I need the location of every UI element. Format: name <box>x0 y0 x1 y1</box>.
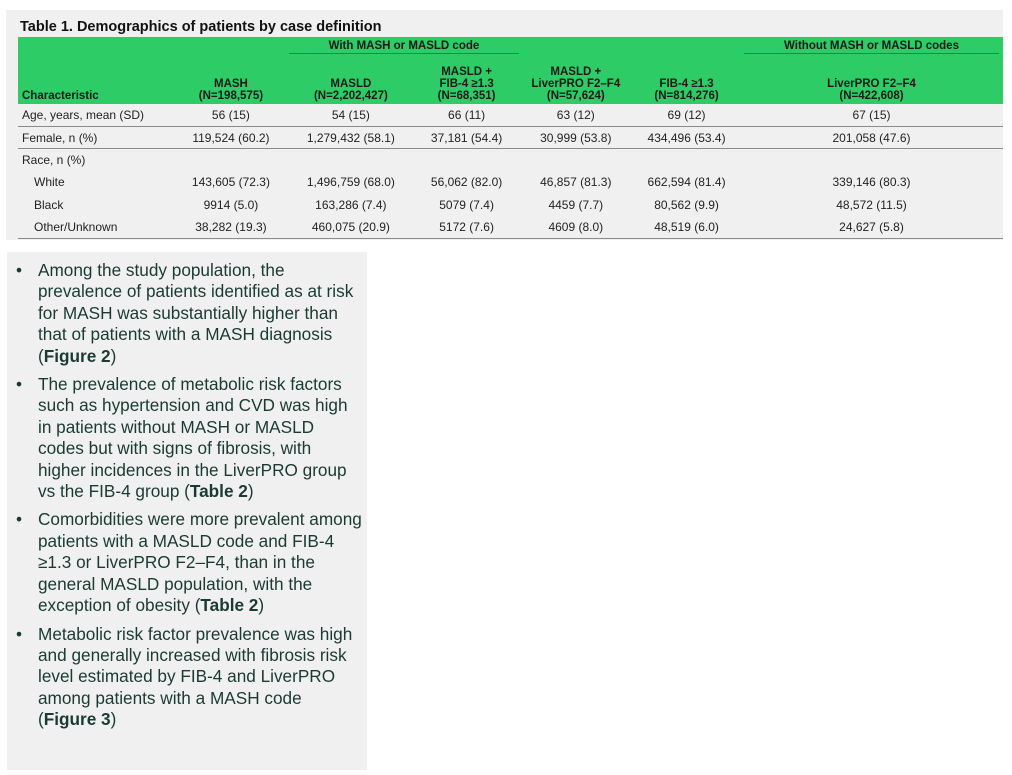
table-cell: 56 (15) <box>175 104 287 126</box>
table-panel <box>6 10 1003 240</box>
list-item: • Comorbidities were more prevalent among patients with a MASLD code and FIB-4 ≥1.3 or LiverPRO F2–F4, than in the general MASLD population, with the exception of obesity (Table 2) <box>16 509 362 616</box>
table-cell: 38,282 (19.3) <box>175 216 287 238</box>
table-cell: 46,857 (81.3) <box>540 175 612 190</box>
column-header-characteristic: Characteristic <box>18 56 175 104</box>
column-header-liverpro: LiverPRO F2–F4 (N=422,608) <box>740 56 1003 104</box>
row-label: Age, years, mean (SD) <box>18 104 175 126</box>
table-cell: 48,572 (11.5) <box>836 197 907 212</box>
table-cell: 1,279,432 (58.1) <box>287 126 415 148</box>
group-header-without-codes: Without MASH or MASLD codes <box>740 37 1003 56</box>
findings-list <box>7 252 367 731</box>
table-cell: 434,496 (53.4) <box>633 126 740 148</box>
group-header-with-codes: With MASH or MASLD code <box>175 37 633 56</box>
table-cell: 48,519 (6.0) <box>633 216 740 238</box>
table-cell: 69 (12) <box>633 104 740 126</box>
table-cell: 4609 (8.0) <box>519 216 634 238</box>
table-title: Table 1. Demographics of patients by case definition <box>20 19 382 35</box>
table-reference: Table 2 <box>189 481 248 502</box>
figure-reference: Figure 3 <box>43 709 111 730</box>
row-label: Other/Unknown <box>18 216 175 238</box>
column-header-mash: MASH (N=198,575) <box>175 56 287 104</box>
table-cell: 24,627 (5.8) <box>740 216 1003 238</box>
bullet-icon: • <box>16 260 23 280</box>
list-item: • Metabolic risk factor prevalence was high and generally increased with fibrosis risk level estimated by FIB-4 and LiverPRO among patients with a MASH code (Figure 3) <box>16 623 353 730</box>
table-cell: 30,999 (53.8) <box>519 126 634 148</box>
figure-reference: Figure 2 <box>43 345 111 366</box>
table-row <box>18 104 1003 126</box>
table-cell: 9914 (5.0) <box>203 197 259 212</box>
column-header-masld: MASLD (N=2,202,427) <box>287 56 415 104</box>
table-cell: 4459 (7.7) <box>548 197 604 212</box>
table-cell: 339,146 (80.3) <box>832 175 911 190</box>
bullet-icon: • <box>16 509 23 530</box>
table-cell: 80,562 (9.9) <box>654 197 719 212</box>
table-cell <box>740 149 1003 171</box>
row-label: Female, n (%) <box>18 126 175 148</box>
list-item: • Among the study population, the prevalence of patients identified as at risk for MASH was substantially higher than that of patients with a MASH diagnosis (Figure 2) <box>16 260 354 366</box>
table-cell: 66 (11) <box>415 104 519 126</box>
table-cell <box>287 149 415 171</box>
table-row <box>18 194 1003 216</box>
table-row <box>18 216 1003 238</box>
table-row <box>18 171 1003 193</box>
findings-panel <box>7 252 367 770</box>
group-header-gap <box>633 37 740 56</box>
table-cell: 119,524 (60.2) <box>175 126 287 148</box>
table-cell: 201,058 (47.6) <box>740 126 1003 148</box>
demographics-table <box>18 37 1003 239</box>
table-cell: 163,286 (7.4) <box>315 197 387 212</box>
table-row <box>18 126 1003 148</box>
row-label: Black <box>34 197 64 212</box>
table-cell <box>519 149 634 171</box>
column-header-fib4: FIB-4 ≥1.3 (N=814,276) <box>633 56 740 104</box>
table-cell: 54 (15) <box>287 104 415 126</box>
list-item: • The prevalence of metabolic risk factors such as hypertension and CVD was high in patients without MASH or MASLD codes but with signs of fibrosis, with higher incidences in the LiverPRO group vs the FIB-4 group (Table 2) <box>16 374 348 502</box>
table-cell: 5079 (7.4) <box>439 197 494 212</box>
table-cell <box>633 149 740 171</box>
table-cell: 63 (12) <box>519 104 634 126</box>
row-label: Race, n (%) <box>22 153 86 168</box>
table-cell: 460,075 (20.9) <box>287 216 415 238</box>
table-reference: Table 2 <box>200 595 259 616</box>
table-cell: 143,605 (72.3) <box>191 175 270 190</box>
table-cell <box>415 149 519 171</box>
table-cell: 5172 (7.6) <box>415 216 519 238</box>
table-cell <box>175 149 287 171</box>
row-label: White <box>34 175 65 190</box>
table-cell: 662,594 (81.4) <box>647 175 726 190</box>
table-column-header-row <box>18 56 1003 104</box>
bullet-icon: • <box>16 623 23 644</box>
column-header-masld-fib4: MASLD + FIB-4 ≥1.3 (N=68,351) <box>415 56 519 104</box>
table-cell: 1,496,759 (68.0) <box>306 175 395 190</box>
table-group-header-row <box>18 37 1003 56</box>
group-header-empty <box>18 37 175 56</box>
table-row <box>18 149 1003 171</box>
table-cell: 56,062 (82.0) <box>430 175 503 190</box>
table-cell: 67 (15) <box>740 104 1003 126</box>
column-header-masld-liverpro: MASLD + LiverPRO F2–F4 (N=57,624) <box>519 56 634 104</box>
bullet-icon: • <box>16 374 23 395</box>
table-cell: 37,181 (54.4) <box>415 126 519 148</box>
